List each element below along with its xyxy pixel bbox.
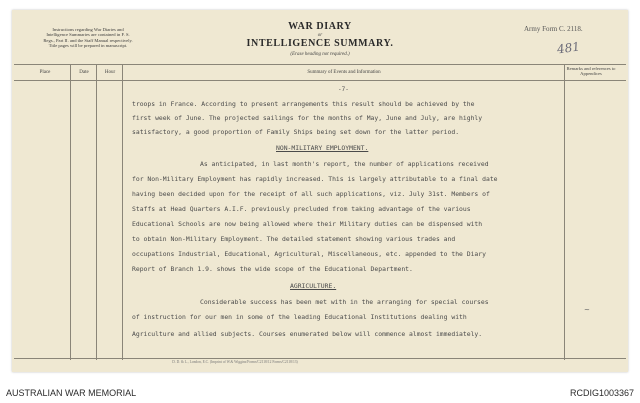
army-form-number: Army Form C. 2118. (524, 25, 583, 33)
title-war-diary: WAR DIARY (288, 21, 352, 32)
header-top-rule (14, 64, 626, 65)
instructions-note: Instructions regarding War Diaries and Intelligence Summaries are contained in F. S. Regs., Part II. and the Staff Manual respectively. Title pages will be prepared in manuscript. (43, 27, 133, 49)
body-line: troops in France. According to present arrangements this result should be achieved by the (132, 100, 475, 108)
title-or: or (317, 33, 323, 38)
body-line: satisfactory, a good proportion of Family Ships being set down for the latter period. (132, 128, 460, 136)
credit-left: AUSTRALIAN WAR MEMORIAL (6, 388, 137, 398)
column-head-date: Date (79, 70, 89, 75)
column-head-place: Place (39, 70, 51, 75)
body-line: Educational Schools are now being allowed where their Military duties can be dispensed with (132, 220, 483, 228)
column-divider-date (96, 64, 97, 360)
printer-imprint: D. D. & L., London, E.C. (Imprint of W.& Wiggins/Forms/C2118/12 Forms/C2118/13) (172, 360, 298, 364)
column-divider-remarks (564, 64, 565, 360)
column-head-hour: Hour (104, 70, 116, 75)
handwritten-page-number: 481 (556, 39, 581, 57)
margin-tick-mark: ~ (584, 306, 590, 314)
column-head-remarks: Remarks and references to Appendices (566, 66, 616, 76)
body-line: occupations Industrial, Educational, Agricultural, Miscellaneous, etc. appended to the Diary (132, 250, 486, 258)
title-subnote: (Erase heading not required.) (290, 52, 350, 57)
section-heading-agriculture: AGRICULTURE. (290, 282, 337, 290)
header-bottom-rule (14, 80, 626, 81)
column-head-summary: Summary of Events and Information (307, 70, 381, 75)
body-line: Agriculture and allied subjects. Courses enumerated below will commence almost immediately. (132, 330, 483, 338)
body-line: As anticipated, in last month's report, the number of applications received (200, 160, 489, 168)
body-line: Considerable success has been met with in the arranging for special courses (200, 298, 489, 306)
credit-right: RCDIG1003367 (569, 388, 634, 398)
body-line: Staffs at Head Quarters A.I.F. previously precluded from taking advantage of the various (132, 205, 471, 213)
typed-page-number: -7- (338, 86, 349, 93)
body-line: having been decided upon for the receipt of all such applications, viz. July 31st. Members of (132, 190, 490, 198)
body-line: Report of Branch 1.9. shows the wide scope of the Educational Department. (132, 265, 413, 273)
section-heading-non-military-employment: NON-MILITARY EMPLOYMENT. (276, 144, 369, 152)
body-line: to obtain Non-Military Employment. The detailed statement showing various trades and (132, 235, 456, 243)
column-divider-hour (122, 64, 123, 360)
body-line: of instruction for our men in some of the leading Educational Institutions dealing with (132, 313, 467, 321)
column-divider-place (70, 64, 71, 360)
body-line: for Non-Military Employment has rapidly increased. This is largely attributable to a final date (132, 175, 498, 183)
footer-rule (14, 358, 626, 359)
title-intelligence-summary: INTELLIGENCE SUMMARY. (246, 38, 394, 49)
body-line: first week of June. The projected sailings for the months of May, June and July, are highly (132, 114, 483, 122)
